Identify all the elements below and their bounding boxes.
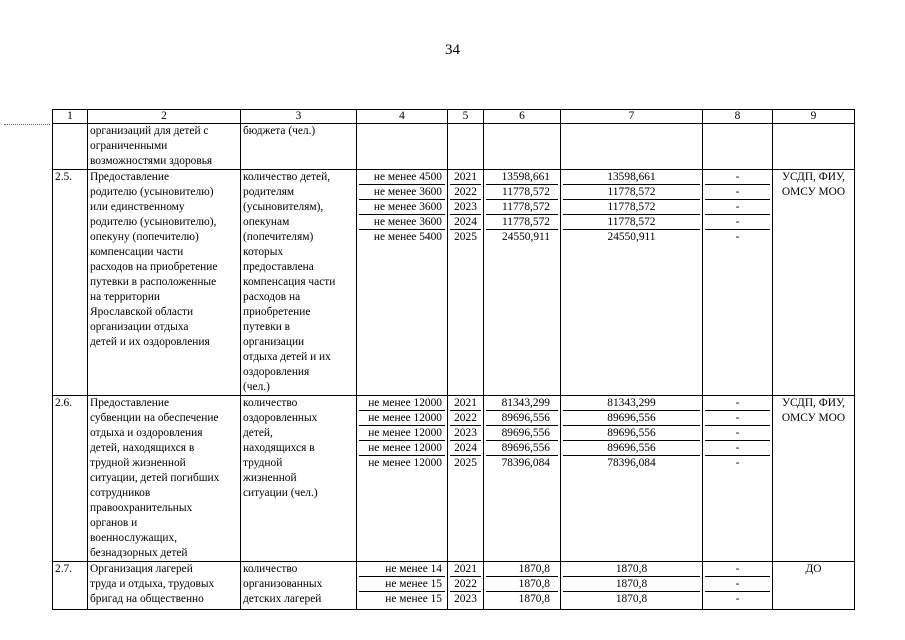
executor [773, 170, 855, 396]
target-value: не менее 12000 [359, 396, 445, 411]
federal-amount: - [705, 200, 770, 215]
total-amount: 1870,8 [486, 577, 558, 592]
item-name-text: Предоставление субвенции на обеспечение отдыха и оздоровления детей, находящихся в трудной жизненной ситуации, детей погибших сотрудников правоохранительных органов и военнослужащих, безнадзорных детей [90, 397, 220, 559]
header-cell: 9 [773, 110, 855, 124]
indicator-name-text: бюджета (чел.) [243, 125, 316, 137]
item-name-text: организаций для детей с ограниченными возможностями здоровья [90, 125, 213, 167]
regional-amount: 89696,556 [563, 426, 700, 441]
total-amount: 11778,572 [486, 185, 558, 200]
federal-amount: - [735, 231, 740, 243]
regional-amount: 81343,299 [563, 396, 700, 411]
executor [773, 562, 855, 610]
total-amount: 24550,911 [502, 231, 550, 243]
regional-amount: 89696,556 [563, 441, 700, 456]
item-name [88, 396, 241, 562]
total-amount-cell [484, 562, 561, 610]
regional-amount-cell [561, 124, 703, 170]
federal-amount: - [705, 215, 770, 230]
year-value-cell [448, 124, 484, 170]
header-cell: 2 [88, 110, 241, 124]
indicator-name-text: количество детей, родителям (усыновителям), опекунам (попечителям) которых предоставлена компенсация части расходов на приобретение путевки в организации отдыха детей и их оздоровления (чел.) [243, 171, 336, 393]
total-amount: 89696,556 [486, 441, 558, 456]
item-name [88, 170, 241, 396]
federal-amount-cell [703, 562, 773, 610]
year-value: 2022 [450, 411, 481, 426]
regional-amount: 1870,8 [563, 562, 700, 577]
year-value: 2022 [450, 577, 481, 592]
total-amount-cell [484, 124, 561, 170]
table-row [53, 170, 855, 396]
regional-amount: 13598,661 [563, 170, 700, 185]
total-amount-cell [484, 396, 561, 562]
year-value: 2023 [450, 426, 481, 441]
executor [773, 396, 855, 562]
year-value: 2025 [454, 457, 477, 469]
target-value: не менее 12000 [359, 411, 445, 426]
header-cell: 5 [448, 110, 484, 124]
regional-amount: 89696,556 [563, 411, 700, 426]
header-cell: 3 [241, 110, 357, 124]
year-value: 2022 [450, 185, 481, 200]
regional-amount: 24550,911 [607, 231, 656, 243]
regional-amount: 11778,572 [563, 200, 700, 215]
federal-amount: - [705, 577, 770, 592]
page-number: 34 [445, 42, 460, 58]
target-value-cell [357, 170, 448, 396]
indicator-name [241, 396, 357, 562]
item-name [88, 562, 241, 610]
program-table [52, 109, 855, 610]
year-value-cell [448, 562, 484, 610]
target-value-cell [357, 396, 448, 562]
regional-amount-cell [561, 562, 703, 610]
target-value: не менее 14 [359, 562, 445, 577]
header-cell: 8 [703, 110, 773, 124]
item-number [53, 170, 88, 396]
item-number [53, 124, 88, 170]
header-cell: 6 [484, 110, 561, 124]
header-cell: 1 [53, 110, 88, 124]
indicator-name-text: количество организованных детских лагерей [243, 563, 323, 605]
total-amount: 1870,8 [518, 593, 550, 605]
regional-amount-cell [561, 170, 703, 396]
indicator-name [241, 562, 357, 610]
federal-amount-cell [703, 124, 773, 170]
target-value-cell [357, 562, 448, 610]
executor [773, 124, 855, 170]
header-cell: 4 [357, 110, 448, 124]
federal-amount: - [705, 185, 770, 200]
total-amount: 11778,572 [486, 200, 558, 215]
target-value: не менее 15 [385, 593, 442, 605]
year-value: 2024 [450, 441, 481, 456]
target-value: не менее 12000 [359, 426, 445, 441]
federal-amount: - [735, 593, 740, 605]
year-value: 2021 [450, 562, 481, 577]
total-amount: 13598,661 [486, 170, 558, 185]
executor-text: УСДП, ФИУ, ОМСУ МОО [781, 397, 846, 424]
total-amount-cell [484, 170, 561, 396]
executor-text: УСДП, ФИУ, ОМСУ МОО [781, 171, 846, 198]
regional-amount-cell [561, 396, 703, 562]
target-value: не менее 4500 [359, 170, 445, 185]
regional-amount: 11778,572 [563, 215, 700, 230]
item-number-text: 2.7. [55, 563, 73, 575]
target-value: не менее 3600 [359, 215, 445, 230]
target-value: не менее 3600 [359, 200, 445, 215]
total-amount: 1870,8 [486, 562, 558, 577]
regional-amount: 11778,572 [563, 185, 700, 200]
federal-amount: - [705, 411, 770, 426]
year-value: 2023 [450, 200, 481, 215]
target-value: не менее 15 [359, 577, 445, 592]
indicator-name [241, 124, 357, 170]
table-body [53, 110, 855, 610]
federal-amount: - [705, 426, 770, 441]
year-value: 2024 [450, 215, 481, 230]
item-name [88, 124, 241, 170]
federal-amount: - [705, 441, 770, 456]
federal-amount: - [705, 170, 770, 185]
header-cell: 7 [561, 110, 703, 124]
federal-amount: - [705, 396, 770, 411]
target-value: не менее 12000 [359, 441, 445, 456]
total-amount: 11778,572 [486, 215, 558, 230]
item-number [53, 396, 88, 562]
item-number [53, 562, 88, 610]
table-row [53, 396, 855, 562]
total-amount: 78396,084 [501, 457, 550, 469]
federal-amount: - [705, 562, 770, 577]
header-row [53, 110, 855, 124]
year-value-cell [448, 170, 484, 396]
federal-amount-cell [703, 170, 773, 396]
year-value: 2021 [450, 170, 481, 185]
indicator-name [241, 170, 357, 396]
margin-rule [4, 124, 50, 125]
target-value: не менее 12000 [368, 457, 442, 469]
indicator-name-text: количество оздоровленных детей, находящихся в трудной жизненной ситуации (чел.) [243, 397, 318, 499]
total-amount: 89696,556 [486, 426, 558, 441]
item-name-text: Предоставление родителю (усыновителю) или единственному родителю (усыновителю), опекуну (попечителю) компенсации части расходов на приобретение путевки в расположенные на территории Ярославской области организации отдыха детей и их оздоровления [90, 171, 218, 348]
federal-amount: - [735, 457, 740, 469]
table-row [53, 562, 855, 610]
executor-text: ДО [805, 563, 822, 575]
regional-amount: 1870,8 [563, 577, 700, 592]
item-name-text: Организация лагерей труда и отдыха, трудовых бригад на общественно [90, 563, 215, 605]
target-value: не менее 5400 [373, 231, 442, 243]
federal-amount-cell [703, 396, 773, 562]
total-amount: 81343,299 [486, 396, 558, 411]
regional-amount: 78396,084 [607, 457, 656, 469]
target-value: не менее 3600 [359, 185, 445, 200]
item-number-text: 2.6. [55, 397, 73, 409]
year-value: 2025 [454, 231, 477, 243]
year-value: 2021 [450, 396, 481, 411]
total-amount: 89696,556 [486, 411, 558, 426]
item-number-text: 2.5. [55, 171, 73, 183]
year-value-cell [448, 396, 484, 562]
year-value: 2023 [454, 593, 477, 605]
regional-amount: 1870,8 [615, 593, 648, 605]
table-row [53, 124, 855, 170]
target-value-cell [357, 124, 448, 170]
